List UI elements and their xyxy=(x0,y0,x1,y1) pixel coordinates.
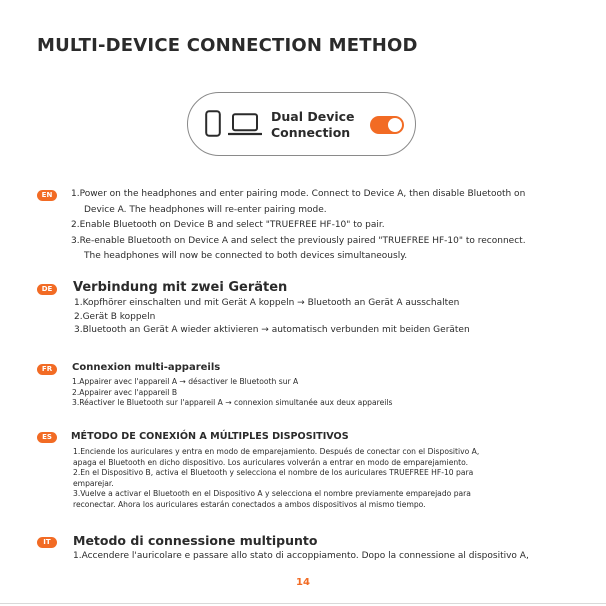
dual-device-connection-card xyxy=(187,92,416,156)
en-line-2: Device A. The headphones will re-enter pairing mode. xyxy=(84,204,327,215)
phone-icon xyxy=(205,110,221,137)
laptop-icon xyxy=(228,113,262,136)
en-line-4: 3.Re-enable Bluetooth on Device A and select the previously paired "TRUEFREE HF-10" to reconnect. xyxy=(71,235,526,246)
badge-de: DE xyxy=(37,284,57,295)
es-instructions xyxy=(73,447,479,510)
fr-line-1: 1.Appairer avec l'appareil A → désactiver le Bluetooth sur A xyxy=(72,377,299,386)
es-line-3: 2.En el Dispositivo B, activa el Bluetooth y selecciona el nombre de los auriculares TRUEFREE HF-10 para xyxy=(73,468,474,477)
dual-device-label-line2: Connection xyxy=(271,125,351,140)
fr-section-title: Connexion multi-appareils xyxy=(72,362,221,373)
badge-en: EN xyxy=(37,190,57,201)
en-line-5: The headphones will now be connected to both devices simultaneously. xyxy=(84,251,408,261)
it-instructions xyxy=(73,549,529,563)
es-line-2: apaga el Bluetooth en dicho dispositivo. Los auriculares volverán a entrar en modo de emparejamiento. xyxy=(73,457,469,467)
page-title: MULTI-DEVICE CONNECTION METHOD xyxy=(37,35,418,56)
fr-instructions xyxy=(72,377,392,409)
en-line-3: 2.Enable Bluetooth on Device B and select "TRUEFREE HF-10" to pair. xyxy=(71,220,385,230)
en-line-1: 1.Power on the headphones and enter pairing mode. Connect to Device A, then disable Bluetooth on xyxy=(71,189,526,199)
de-section-title: Verbindung mit zwei Geräten xyxy=(73,280,288,295)
fr-line-2: 2.Appairer avec l'appareil B xyxy=(72,387,178,397)
de-instructions xyxy=(74,297,470,338)
badge-fr: FR xyxy=(37,364,57,375)
de-line-1: 1.Kopfhörer einschalten und mit Gerät A koppeln → Bluetooth an Gerät A ausschalten xyxy=(74,298,460,308)
de-line-3: 3.Bluetooth an Gerät A wieder aktivieren → automatisch verbunden mit beiden Geräten xyxy=(74,325,470,335)
es-line-5: 3.Vuelve a activar el Bluetooth en el Dispositivo A y selecciona el nombre previamente emparejado para xyxy=(73,489,471,498)
badge-it: IT xyxy=(37,537,57,548)
it-section-title: Metodo di connessione multipunto xyxy=(73,533,318,548)
toggle-knob xyxy=(388,118,402,132)
es-line-6: reconectar. Ahora los auriculares estarán conectados a ambos dispositivos al mismo tiempo. xyxy=(73,499,426,509)
dual-device-label xyxy=(271,109,361,141)
es-section-title: MÉTODO DE CONEXIÓN A MÚLTIPLES DISPOSITIVOS xyxy=(71,431,349,442)
dual-device-label-line1: Dual Device xyxy=(271,109,355,124)
de-line-2: 2.Gerät B koppeln xyxy=(74,311,156,322)
en-instructions xyxy=(71,187,526,265)
dual-device-toggle[interactable] xyxy=(370,116,404,134)
page-number: 14 xyxy=(296,577,310,588)
it-line-1: 1.Accendere l'auricolare e passare allo stato di accoppiamento. Dopo la connessione al dispositivo A, xyxy=(73,551,529,561)
es-line-1: 1.Enciende los auriculares y entra en modo de emparejamiento. Después de conectar con el Dispositivo A, xyxy=(73,447,480,456)
es-line-4: emparejar. xyxy=(73,478,114,488)
fr-line-3: 3.Réactiver le Bluetooth sur l'appareil A → connexion simultanée aux deux appareils xyxy=(72,398,393,407)
bottom-rule xyxy=(0,603,606,604)
badge-es: ES xyxy=(37,432,57,443)
